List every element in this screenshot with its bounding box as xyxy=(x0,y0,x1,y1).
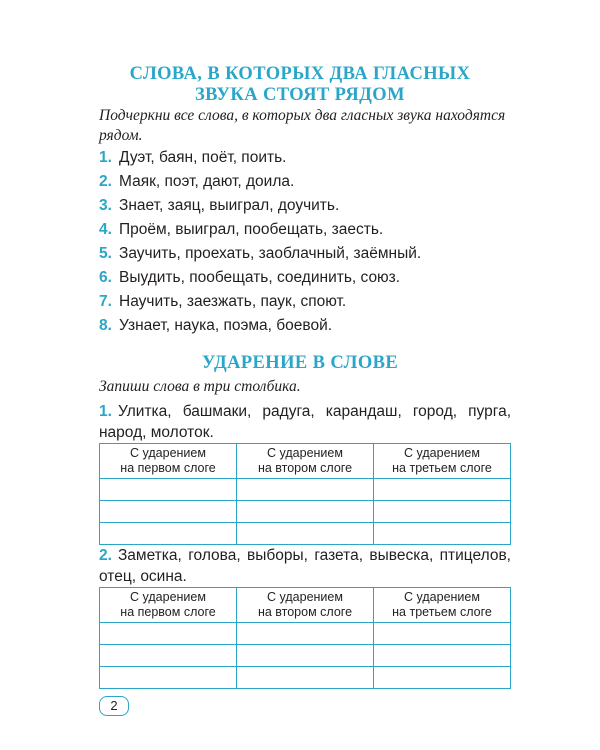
exercise-number: 1. xyxy=(99,403,112,420)
answer-cell[interactable] xyxy=(374,501,511,523)
answer-cell[interactable] xyxy=(237,645,374,667)
item-text: Заучить, проехать, заоблачный, заёмный. xyxy=(119,245,422,262)
table-header: С ударением на третьем слоге xyxy=(374,588,511,623)
answer-cell[interactable] xyxy=(100,479,237,501)
exercise-number: 2. xyxy=(99,547,112,564)
list-item xyxy=(99,173,294,191)
item-number: 7. xyxy=(99,293,112,310)
answer-cell[interactable] xyxy=(374,645,511,667)
list-item xyxy=(99,149,286,167)
exercise-2 xyxy=(99,545,511,587)
table-row xyxy=(100,623,511,645)
item-text: Знает, заяц, выиграл, доучить. xyxy=(119,197,340,214)
table-row xyxy=(100,667,511,689)
item-number: 3. xyxy=(99,197,112,214)
table-header: С ударением на третьем слоге xyxy=(374,444,511,479)
item-text: Научить, заезжать, паук, споют. xyxy=(119,293,347,310)
exercise-text: Улитка, башмаки, радуга, карандаш, город, пурга, народ, молоток. xyxy=(99,403,511,441)
table-header: С ударением на втором слоге xyxy=(237,444,374,479)
exercise-text: Заметка, голова, выборы, газета, вывеска, птицелов, отец, осина. xyxy=(99,547,511,585)
answer-cell[interactable] xyxy=(374,623,511,645)
table-header: С ударением на первом слоге xyxy=(100,588,237,623)
item-number: 6. xyxy=(99,269,112,286)
answer-cell[interactable] xyxy=(237,623,374,645)
item-text: Проём, выиграл, пообещать, заесть. xyxy=(119,221,384,238)
answer-table-2 xyxy=(99,587,511,689)
answer-cell[interactable] xyxy=(100,645,237,667)
item-number: 1. xyxy=(99,149,112,166)
exercise-1 xyxy=(99,401,511,443)
item-number: 2. xyxy=(99,173,112,190)
answer-cell[interactable] xyxy=(100,623,237,645)
answer-cell[interactable] xyxy=(237,479,374,501)
answer-cell[interactable] xyxy=(100,667,237,689)
item-number: 4. xyxy=(99,221,112,238)
item-text: Дуэт, баян, поёт, поить. xyxy=(119,149,287,166)
item-text: Маяк, поэт, дают, доила. xyxy=(119,173,295,190)
list-item xyxy=(99,269,400,287)
list-item xyxy=(99,317,332,335)
answer-cell[interactable] xyxy=(374,479,511,501)
item-number: 5. xyxy=(99,245,112,262)
list-item xyxy=(99,245,421,263)
answer-cell[interactable] xyxy=(237,523,374,545)
instruction-underline: Подчеркни все слова, в которых два гласных звука находятся рядом. xyxy=(99,107,506,144)
section-title-stress: УДАРЕНИЕ В СЛОВЕ xyxy=(201,353,399,373)
list-item xyxy=(99,293,346,311)
section-title-line1: СЛОВА, В КОТОРЫХ ДВА ГЛАСНЫХ xyxy=(129,64,471,84)
list-item xyxy=(99,197,339,215)
table-row xyxy=(100,479,511,501)
answer-table-1 xyxy=(99,443,511,545)
instruction-columns: Запиши слова в три столбика. xyxy=(99,378,301,395)
item-text: Узнает, наука, поэма, боевой. xyxy=(119,317,333,334)
answer-cell[interactable] xyxy=(374,523,511,545)
table-row xyxy=(100,501,511,523)
table-header: С ударением на первом слоге xyxy=(100,444,237,479)
table-row xyxy=(100,645,511,667)
answer-cell[interactable] xyxy=(237,667,374,689)
table-row xyxy=(100,523,511,545)
answer-cell[interactable] xyxy=(100,523,237,545)
list-item xyxy=(99,221,383,239)
answer-cell[interactable] xyxy=(237,501,374,523)
answer-cell[interactable] xyxy=(100,501,237,523)
section-title-line2: ЗВУКА СТОЯТ РЯДОМ xyxy=(195,85,405,105)
item-text: Выудить, пообещать, соединить, союз. xyxy=(119,269,401,286)
page-number: 2 xyxy=(99,696,129,716)
answer-cell[interactable] xyxy=(374,667,511,689)
table-header: С ударением на втором слоге xyxy=(237,588,374,623)
item-number: 8. xyxy=(99,317,112,334)
